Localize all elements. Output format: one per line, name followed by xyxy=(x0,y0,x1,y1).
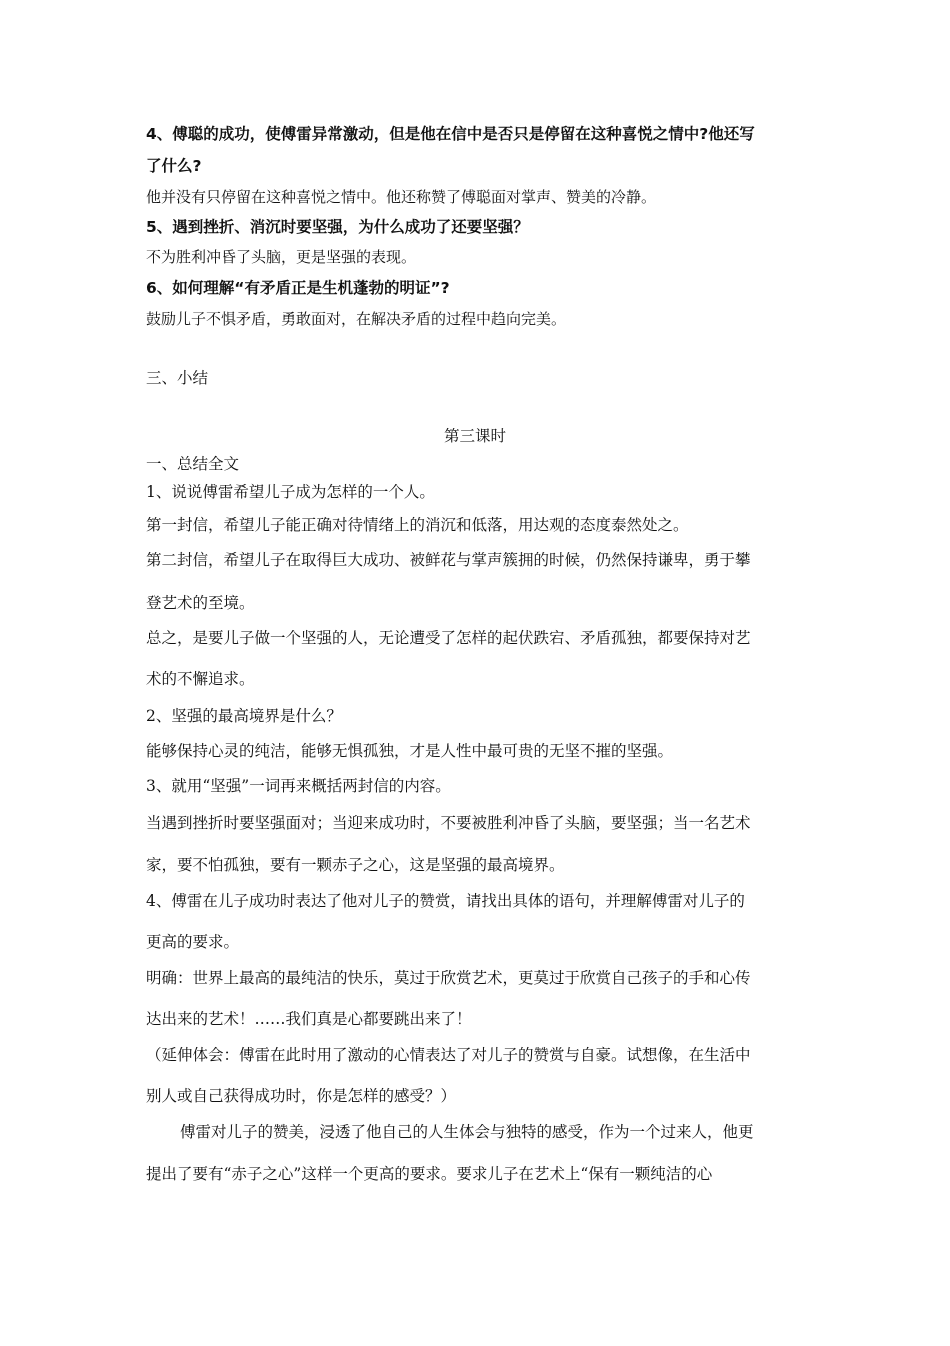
answer-1-paragraph-2-line-2: 登艺术的至境。 xyxy=(146,594,255,612)
answer-6: 鼓励儿子不惧矛盾，勇敢面对，在解决矛盾的过程中趋向完美。 xyxy=(146,310,567,328)
answer-1-paragraph-3-line-2: 术的不懈追求。 xyxy=(146,670,255,688)
paragraph-line-2: 提出了要有“赤子之心”这样一个更高的要求。要求儿子在艺术上“保有一颗纯洁的心 xyxy=(146,1165,713,1183)
section-heading: 一、总结全文 xyxy=(146,455,240,473)
answer-5: 不为胜利冲昏了头脑，更是坚强的表现。 xyxy=(146,248,417,266)
question-1: 1、说说傅雷希望儿子成为怎样的一个人。 xyxy=(146,483,435,501)
question-4b-line-1: 4、傅雷在儿子成功时表达了他对儿子的赞赏，请找出具体的语句，并理解傅雷对儿子的 xyxy=(146,892,745,910)
answer-1-paragraph-1: 第一封信，希望儿子能正确对待情绪上的消沉和低落，用达观的态度泰然处之。 xyxy=(146,516,689,534)
answer-1-paragraph-2-line-1: 第二封信，希望儿子在取得巨大成功、被鲜花与掌声簇拥的时候，仍然保持谦卑，勇于攀 xyxy=(146,551,751,569)
answer-2: 能够保持心灵的纯洁，能够无惧孤独，才是人性中最可贵的无坚不摧的坚强。 xyxy=(146,742,674,760)
question-4b-line-2: 更高的要求。 xyxy=(146,933,240,951)
question-2: 2、坚强的最高境界是什么？ xyxy=(146,707,342,725)
answer-1-paragraph-3-line-1: 总之，是要儿子做一个坚强的人，无论遭受了怎样的起伏跌宕、矛盾孤独，都要保持对艺 xyxy=(146,629,751,647)
question-6: 6、如何理解“有矛盾正是生机蓬勃的明证”? xyxy=(146,279,450,297)
paragraph-line-1: 傅雷对儿子的赞美，浸透了他自己的人生体会与独特的感受，作为一个过来人，他更 xyxy=(180,1123,754,1141)
lesson-title: 第三课时 xyxy=(443,427,506,445)
answer-3-line-1: 当遇到挫折时要坚强面对；当迎来成功时，不要被胜利冲昏了头脑，要坚强；当一名艺术 xyxy=(146,814,751,832)
answer-4b-line-2: 达出来的艺术！……我们真是心都要跳出来了！ xyxy=(146,1010,472,1028)
question-3: 3、就用“坚强”一词再来概括两封信的内容。 xyxy=(146,777,451,795)
extension-line-1: （延伸体会：傅雷在此时用了激动的心情表达了对儿子的赞赏与自豪。试想像，在生活中 xyxy=(146,1046,751,1064)
question-5: 5、遇到挫折、消沉时要坚强，为什么成功了还要坚强？ xyxy=(146,218,529,236)
answer-4b-line-1: 明确：世界上最高的最纯洁的快乐，莫过于欣赏艺术，更莫过于欣赏自己孩子的手和心传 xyxy=(146,969,751,987)
question-4-line-2: 了什么? xyxy=(146,157,202,175)
summary-heading: 三、小结 xyxy=(146,369,209,387)
extension-line-2: 别人或自己获得成功时，你是怎样的感受？） xyxy=(146,1087,457,1105)
question-4-line-1: 4、傅聪的成功，使傅雷异常激动，但是他在信中是否只是停留在这种喜悦之情中?他还写 xyxy=(146,125,755,143)
answer-3-line-2: 家，要不怕孤独，要有一颗赤子之心，这是坚强的最高境界。 xyxy=(146,856,565,874)
answer-4: 他并没有只停留在这种喜悦之情中。他还称赞了傅聪面对掌声、赞美的冷静。 xyxy=(146,188,657,206)
